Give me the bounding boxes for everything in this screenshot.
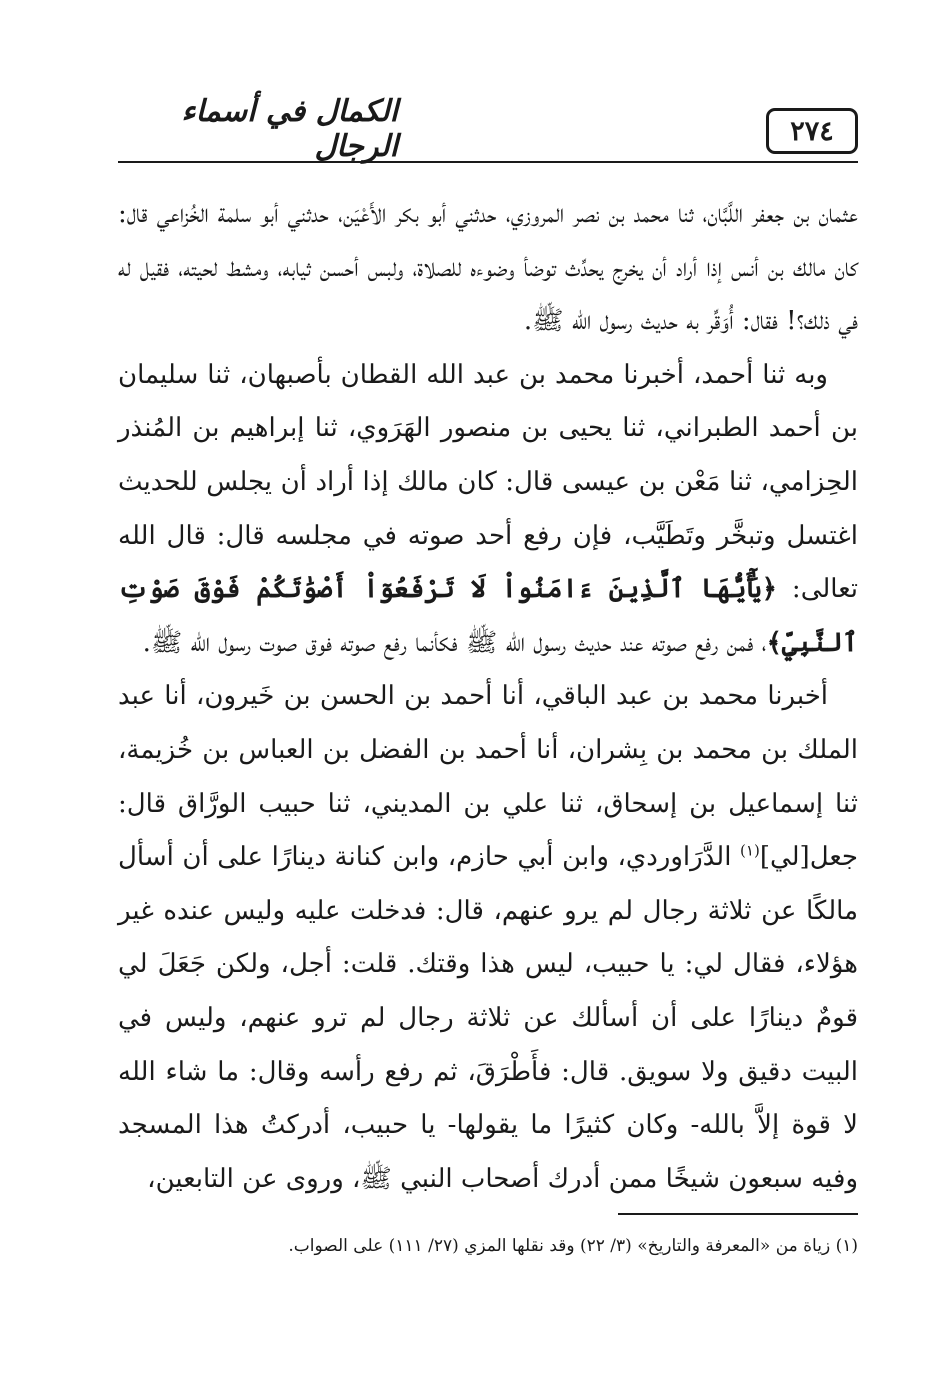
running-title: الكمال في أسماء الرجال	[181, 94, 398, 164]
page-header	[118, 94, 858, 164]
text-segment: عثمان بن جعفر اللَّبَّان، ثنا محمد بن نصر المروزي، حدثني أبو بكر الأَعْيَن، حدثني أبو سلمة الخُزاعي قال: كان مالك بن أنس إذا أراد أن يخرج يحدِّث توضأ وضوءه للصلاة، ولبس أحسن ثيابه، ومشط لحيته، فقيل له في ذلك؟! فقال: أُوَقِّر به حديث رسول الله ﷺ.	[118, 199, 858, 337]
header-divider	[118, 161, 858, 163]
paragraph	[118, 349, 858, 671]
footnote-ref[interactable]: (١)	[740, 841, 760, 860]
footnote-divider	[618, 1213, 858, 1215]
text-segment: الدَّرَاوردي، وابن أبي حازم، وابن كنانة دينارًا على أن أسأل مالكًا عن ثلاثة رجال لم يرو عنهم، قال: فدخلت عليه وليس عنده غير هؤلاء، فقال لي: يا حبيب، ليس هذا وقتك. قلت: أجل، ولكن جَعَلَ لي قومٌ دينارًا على أن أسألك عن ثلاثة رجال لم ترو عنهم، وليس في البيت دقيق ولا سويق. قال: فأَطْرَقَ، ثم رفع رأسه وقال: ما شاء الله لا قوة إلاَّ بالله- وكان كثيرًا ما يقولها- يا حبيب، أدركتُ هذا المسجد وفيه سبعون شيخًا ممن أدرك أصحاب النبي ﷺ، وروى عن التابعين،	[118, 842, 858, 1194]
footnotes	[118, 1232, 858, 1260]
paragraph	[118, 188, 858, 349]
quran-verse: ﴿يَٰٓأَيُّهَا ٱلَّذِينَ ءَامَنُواْ لَا تَرْفَعُوٓاْ أَصْوَٰتَكُمْ فَوْقَ صَوْتِ ٱلنَّبِيِّ﴾	[118, 574, 858, 658]
text-segment: أخبرنا محمد بن عبد الباقي، أنا أحمد بن الحسن بن خَيرون، أنا عبد الملك بن محمد بن بِشران، أنا أحمد بن الفضل بن العباس بن خُزيمة، ثنا إسماعيل بن إسحاق، ثنا علي بن المديني، ثنا حبيب الورَّاق قال: جعل[لي]	[118, 681, 858, 873]
footnote-item: (١) زياة من «المعرفة والتاريخ» (٣/ ٢٢) وقد نقلها المزي (٢٧/ ١١١) على الصواب.	[288, 1236, 858, 1256]
text-segment: وبه ثنا أحمد، أخبرنا محمد بن عبد الله القطان بأصبهان، ثنا سليمان بن أحمد الطبراني، ثنا يحيى بن منصور الهَرَوي، ثنا إبراهيم بن المُنذر الحِزامي، ثنا مَعْن بن عيسى قال: كان مالك إذا أراد أن يجلس للحديث اغتسل وتبخَّر وتَطَيَّب، فإن رفع أحد صوته في مجلسه قال: قال الله تعالى:	[118, 359, 858, 605]
main-text	[118, 188, 858, 1206]
page-number: ٢٧٤	[766, 108, 858, 154]
text-segment: ، فمن رفع صوته عند حديث رسول الله ﷺ فكأنما رفع صوته فوق صوت رسول الله ﷺ.	[142, 627, 767, 658]
paragraph	[118, 670, 858, 1206]
